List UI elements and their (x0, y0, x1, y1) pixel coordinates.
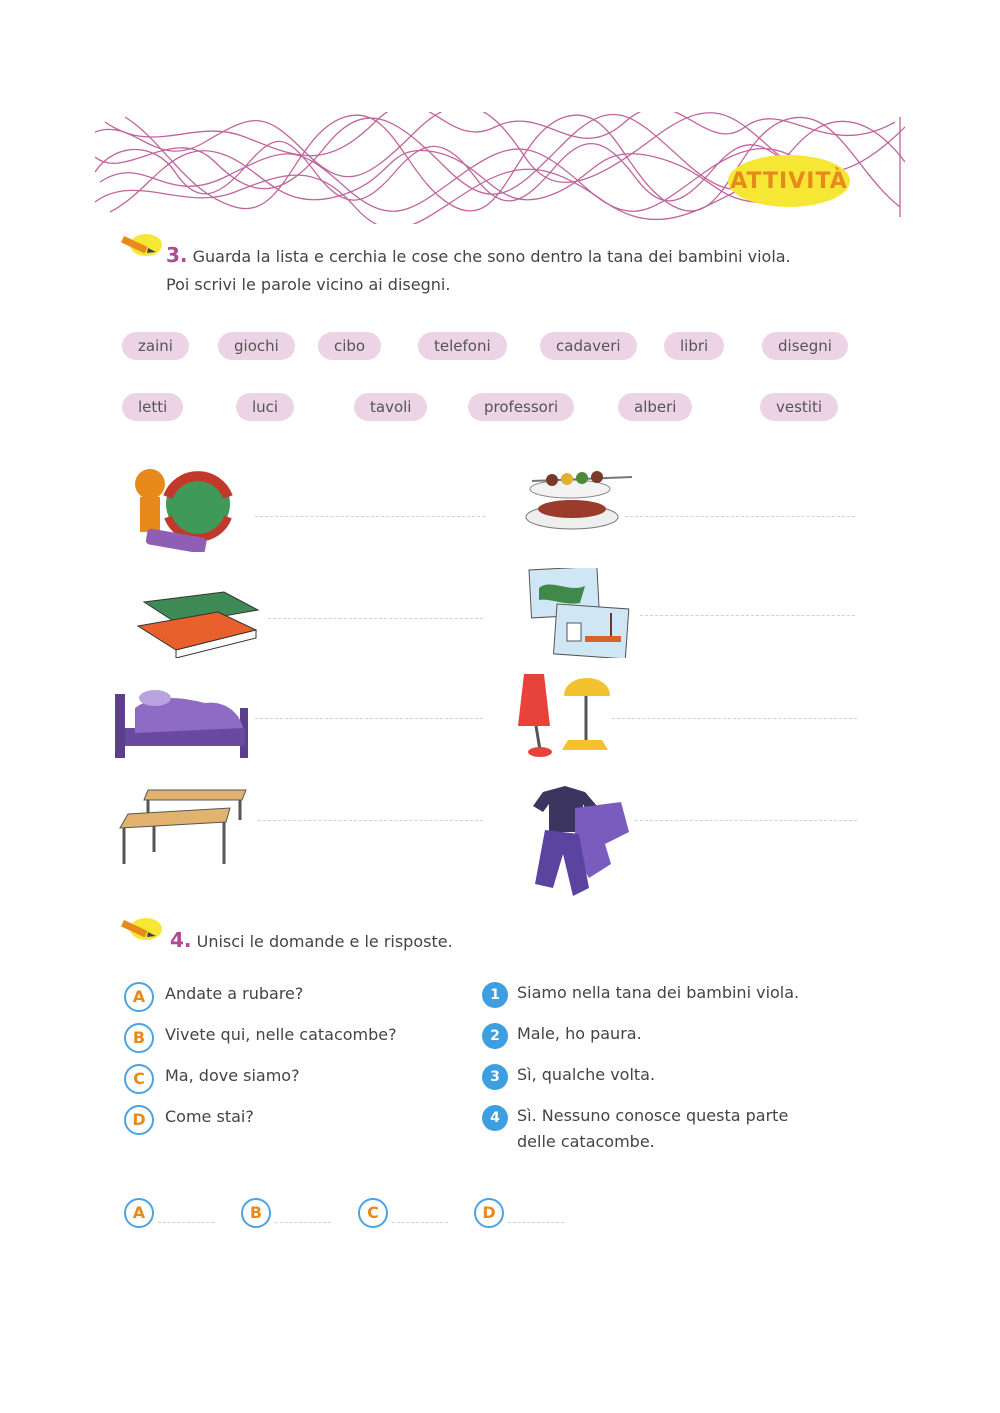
tables-picture (118, 784, 250, 866)
word-chip[interactable]: cadaveri (540, 332, 637, 360)
activity-badge: ATTIVITÀ (728, 155, 850, 207)
word-chip[interactable]: zaini (122, 332, 189, 360)
answer-text: Siamo nella tana dei bambini viola. (517, 983, 800, 1002)
word-chip[interactable]: letti (122, 393, 183, 421)
pencil-icon (120, 228, 164, 258)
lamps-picture (518, 668, 616, 760)
answer-number-badge: 3 (482, 1064, 508, 1090)
write-line[interactable] (258, 820, 483, 821)
bed-picture (115, 678, 250, 760)
instruction-line-2: Poi scrivi le parole vicino ai disegni. (166, 275, 451, 294)
clothes-picture (525, 784, 633, 900)
instruction-line-1: Guarda la lista e cerchia le cose che sono dentro la tana dei bambini viola. (192, 247, 791, 266)
word-chip[interactable]: luci (236, 393, 294, 421)
answer-slot-line[interactable] (158, 1222, 214, 1223)
question-letter-badge: C (124, 1064, 154, 1094)
word-chip[interactable]: professori (468, 393, 574, 421)
exercise-3-number: 3. (166, 243, 188, 267)
word-chip[interactable]: alberi (618, 393, 692, 421)
exercise-3-instructions (166, 241, 791, 299)
books-picture (134, 590, 262, 658)
word-chip[interactable]: tavoli (354, 393, 427, 421)
question-letter-badge: D (124, 1105, 154, 1135)
question-text: Andate a rubare? (165, 984, 304, 1003)
write-line[interactable] (640, 615, 855, 616)
question-text: Vivete qui, nelle catacombe? (165, 1025, 397, 1044)
answer-text: Sì, qualche volta. (517, 1065, 656, 1084)
write-line[interactable] (255, 516, 485, 517)
write-line[interactable] (255, 718, 483, 719)
word-chip[interactable]: libri (664, 332, 724, 360)
answer-text: Male, ho paura. (517, 1024, 642, 1043)
exercise-4-instructions (170, 926, 453, 956)
answer-slot-letter: A (124, 1198, 154, 1228)
word-chip[interactable]: cibo (318, 332, 381, 360)
answer-number-badge: 2 (482, 1023, 508, 1049)
exercise-4-number: 4. (170, 928, 192, 952)
question-text: Ma, dove siamo? (165, 1066, 300, 1085)
question-text: Come stai? (165, 1107, 254, 1126)
answer-number-badge: 4 (482, 1105, 508, 1131)
toys-picture (128, 462, 238, 552)
exercise-4-instruction-text: Unisci le domande e le risposte. (196, 932, 453, 951)
answer-slot-letter: D (474, 1198, 504, 1228)
drawings-picture (525, 568, 635, 658)
answer-text-continued: delle catacombe. (517, 1132, 655, 1151)
answer-slot-line[interactable] (275, 1222, 331, 1223)
write-line[interactable] (635, 820, 857, 821)
word-chip[interactable]: telefoni (418, 332, 507, 360)
pencil-icon (120, 912, 164, 942)
answer-text: Sì. Nessuno conosce questa parte (517, 1106, 789, 1125)
write-line[interactable] (612, 718, 857, 719)
word-chip[interactable]: disegni (762, 332, 848, 360)
write-line[interactable] (625, 516, 855, 517)
answer-slot-letter: B (241, 1198, 271, 1228)
answer-slot-line[interactable] (392, 1222, 448, 1223)
answer-slot-letter: C (358, 1198, 388, 1228)
write-line[interactable] (268, 618, 483, 619)
question-letter-badge: A (124, 982, 154, 1012)
word-chip[interactable]: giochi (218, 332, 295, 360)
question-letter-badge: B (124, 1023, 154, 1053)
food-picture (522, 465, 637, 535)
answer-number-badge: 1 (482, 982, 508, 1008)
word-chip[interactable]: vestiti (760, 393, 838, 421)
answer-slot-line[interactable] (508, 1222, 564, 1223)
